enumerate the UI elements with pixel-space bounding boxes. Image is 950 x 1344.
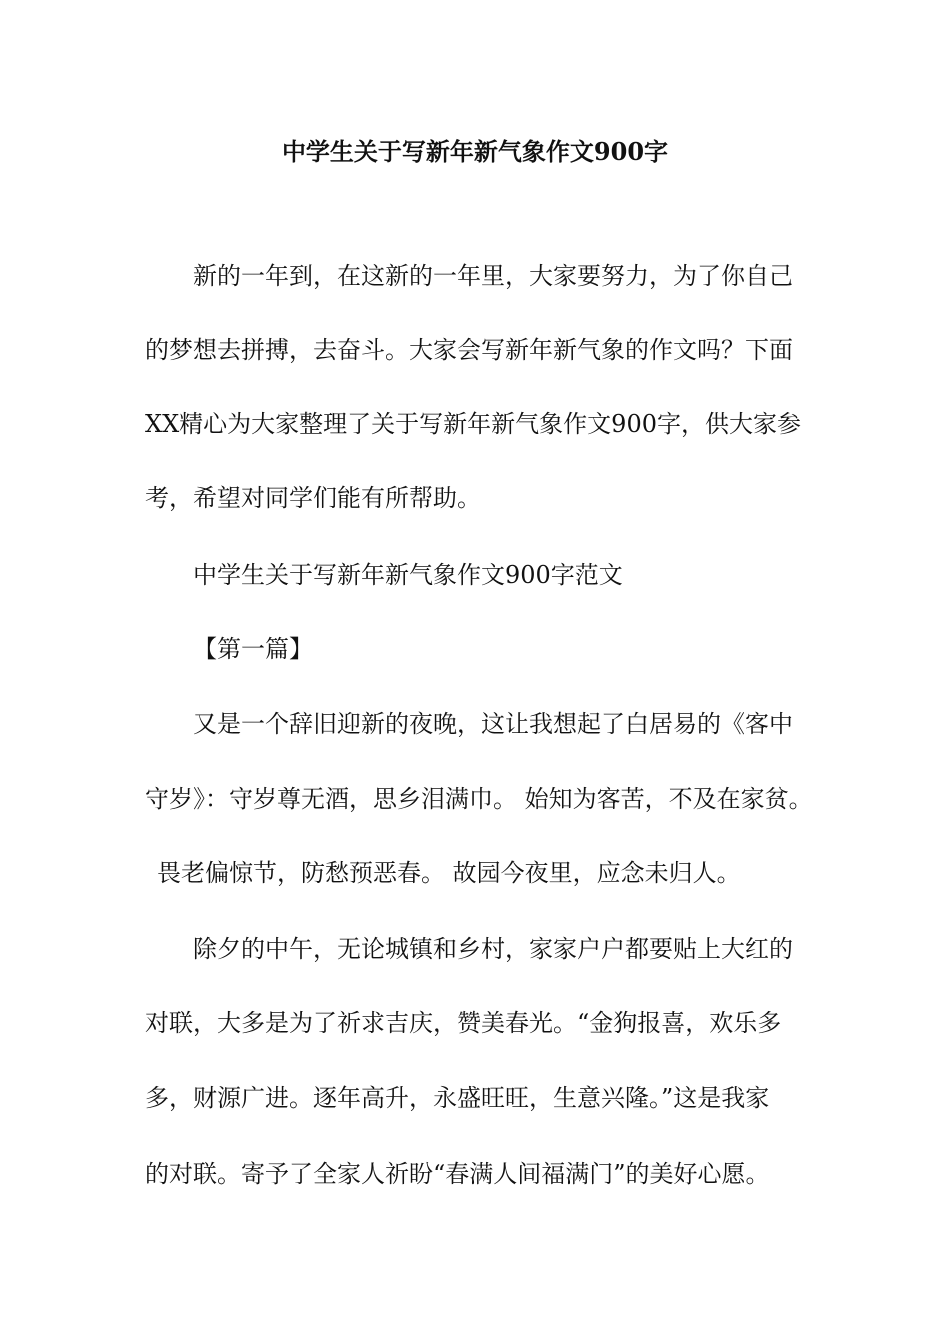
- text-line: 畏老偏惊节，防愁预恶春。 故园今夜里，应念未归人。: [157, 859, 741, 887]
- text-line: 新的一年到，在这新的一年里，大家要努力，为了你自己: [193, 262, 793, 290]
- text-line: 又是一个辞旧迎新的夜晚，这让我想起了白居易的《客中: [193, 710, 793, 738]
- section-heading: 中学生关于写新年新气象作文900字范文: [193, 561, 623, 589]
- text-line: 对联，大多是为了祈求吉庆，赞美春光。“金狗报喜，欢乐多: [145, 1009, 782, 1037]
- text-line: 守岁》：守岁尊无酒，思乡泪满巾。 始知为客苦，不及在家贫。: [145, 785, 813, 813]
- text-line: 的梦想去拼搏，去奋斗。大家会写新年新气象的作文吗？下面: [145, 336, 793, 364]
- text-line: 多，财源广进。逐年高升，永盛旺旺，生意兴隆。”这是我家: [145, 1084, 770, 1112]
- text-line: XX精心为大家整理了关于写新年新气象作文900字，供大家参: [145, 410, 801, 438]
- text-line: 除夕的中午，无论城镇和乡村，家家户户都要贴上大红的: [193, 935, 793, 963]
- document-title: 中学生关于写新年新气象作文900字: [281, 137, 669, 166]
- text-line: 考，希望对同学们能有所帮助。: [145, 484, 481, 512]
- text-line: 的对联。寄予了全家人祈盼“春满人间福满门”的美好心愿。: [145, 1160, 770, 1188]
- part-heading: 【第一篇】: [193, 635, 313, 663]
